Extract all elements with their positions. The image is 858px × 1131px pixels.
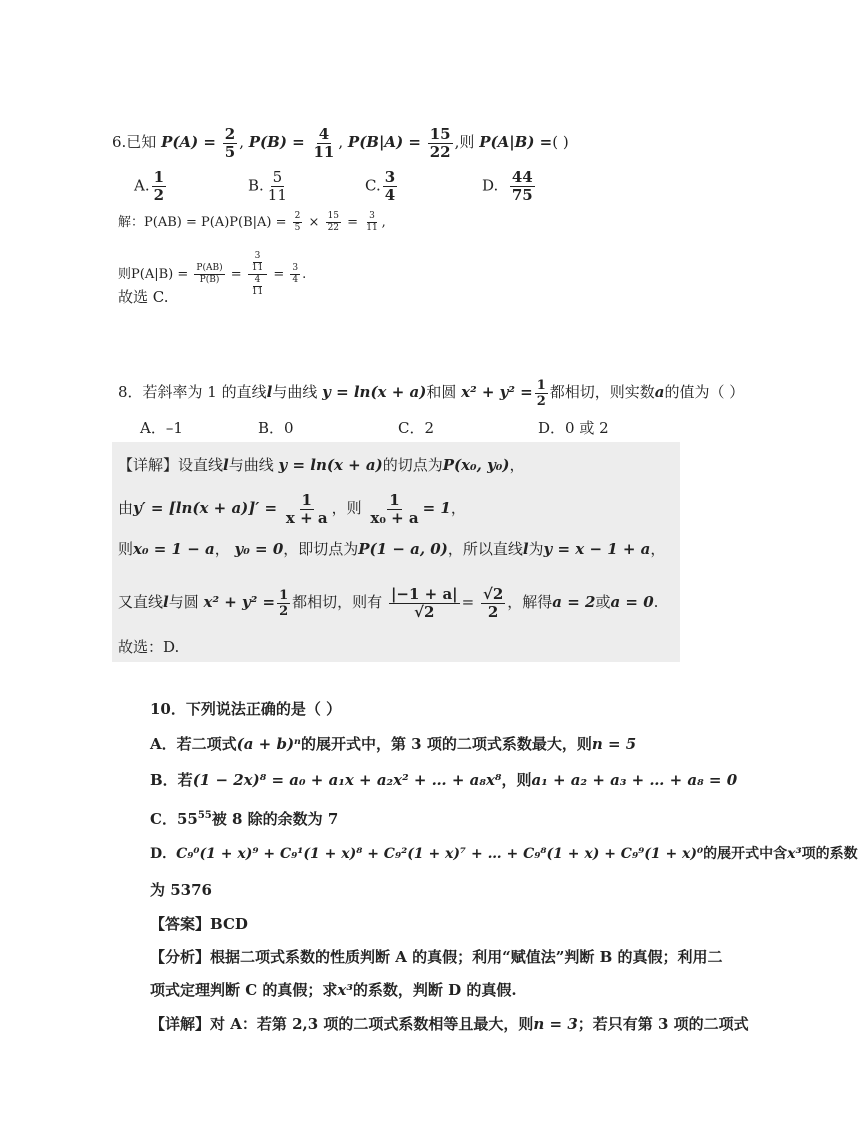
q8-option-b: B．0 [258, 419, 294, 437]
q6-conclusion: 故选 C. [118, 288, 169, 306]
q10-option-d-continued: 为 5376 [150, 881, 212, 899]
q6-pba-frac: $\frac{15}{22}$ [429, 124, 451, 161]
q10-answer: 【答案】BCD [150, 915, 248, 933]
q6-pb: P(B) = [248, 133, 305, 151]
q10-analysis-line-2: 项式定理判断 C 的真假；求x³的系数，判断 D 的真假. [150, 981, 517, 999]
q8-stem: 8．若斜率为 1 的直线l与曲线 y = ln(x + a)和圆 x² + y² = $\frac{1}{2}$ 都相切，则实数a的值为（ ） [118, 377, 745, 409]
q8-option-c: C．2 [398, 419, 435, 437]
q10-option-d: D．C₉⁰(1 + x)⁹ + C₉¹(1 + x)⁸ + C₉²(1 + x)⁷ + … + C₉⁸(1 + x) + C₉⁹(1 + x)⁰的展开式中含x³项的系数 [150, 846, 858, 862]
q6-solution-line-1: 解：P(AB) = P(A)P(B|A) = $\frac{2}{5}$ × $\frac{15}{22}$ = $\frac{3}{11}$ , [118, 211, 386, 233]
q6-complex-fraction: $\frac{\frac{3}{11}}{\frac{4}{11}}$ [248, 252, 267, 297]
q10-stem: 10．下列说法正确的是（ ） [150, 700, 342, 718]
q8-detail-line-3: 则x₀ = 1 − a， y₀ = 0，即切点为P(1 − a, 0)，所以直线l为y = x − 1 + a， [118, 540, 666, 558]
q10-option-a: A．若二项式(a + b)ⁿ的展开式中，第 3 项的二项式系数最大，则n = 5 [150, 735, 637, 753]
q10-analysis-line-1: 【分析】根据二项式系数的性质判断 A 的真假；利用“赋值法”判断 B 的真假；利用二 [150, 948, 723, 966]
q10-option-b: B．若(1 − 2x)⁸ = a₀ + a₁x + a₂x² + … + a₈x⁸，则a₁ + a₂ + a₃ + … + a₈ = 0 [150, 771, 738, 789]
q8-detail-line-4: 又直线l与圆 x² + y² = $\frac{1}{2}$ 都相切，则有 $\frac{|-1 + a|}{√2}$ = $\frac{√2}{2}$ ，解得a = 2或a = 0. [118, 584, 659, 621]
q8-conclusion: 故选：D. [118, 638, 180, 656]
q10-detail: 【详解】对 A：若第 2,3 项的二项式系数相等且最大，则n = 3；若只有第 3 项的二项式 [150, 1015, 749, 1033]
q6-pa: P(A) = [161, 133, 216, 151]
q6-stem: 6.已知 P(A) = $\frac{2}{5}$ , P(B) = $\frac{4}{11}$ , P(B|A) = $\frac{15}{22}$ ,则 P(A|B) =( ) [112, 124, 569, 161]
q6-solution-line-2: 则P(A|B) = $\frac{P(AB)}{P(B)}$ = $\frac{\frac{3}{11}}{\frac{4}{11}}$ = $\frac{3}{4}$ . [118, 251, 307, 297]
q6-option-d: D. $\frac{44}{75}$ [482, 168, 533, 204]
q6-pab: P(A|B) = [479, 133, 553, 151]
q6-option-c: C. $\frac{3}{4}$ [365, 168, 396, 204]
q6-pa-frac: $\frac{2}{5}$ [224, 124, 236, 161]
q6-pb-frac: $\frac{4}{11}$ [313, 124, 335, 161]
q8-detail-line-2: 由y′ = [ln(x + a)]′ = $\frac{1}{x + a}$ ，则 $\frac{1}{\text{x₀ + a}}$ = 1， [118, 490, 466, 527]
q6-pba: P(B|A) = [347, 133, 421, 151]
q8-option-d: D．0 或 2 [538, 419, 609, 437]
q8-detail-line-1: 【详解】设直线l与曲线 y = ln(x + a)的切点为P(x₀, y₀)， [118, 456, 525, 474]
q10-option-c: C．$55^{55}$被 8 除的余数为 7 [150, 810, 339, 828]
q6-option-b: B. $\frac{5}{11}$ [248, 168, 287, 204]
q8-option-a: A．–1 [140, 419, 183, 437]
q6-option-a: A. $\frac{1}{2}$ [134, 168, 165, 204]
